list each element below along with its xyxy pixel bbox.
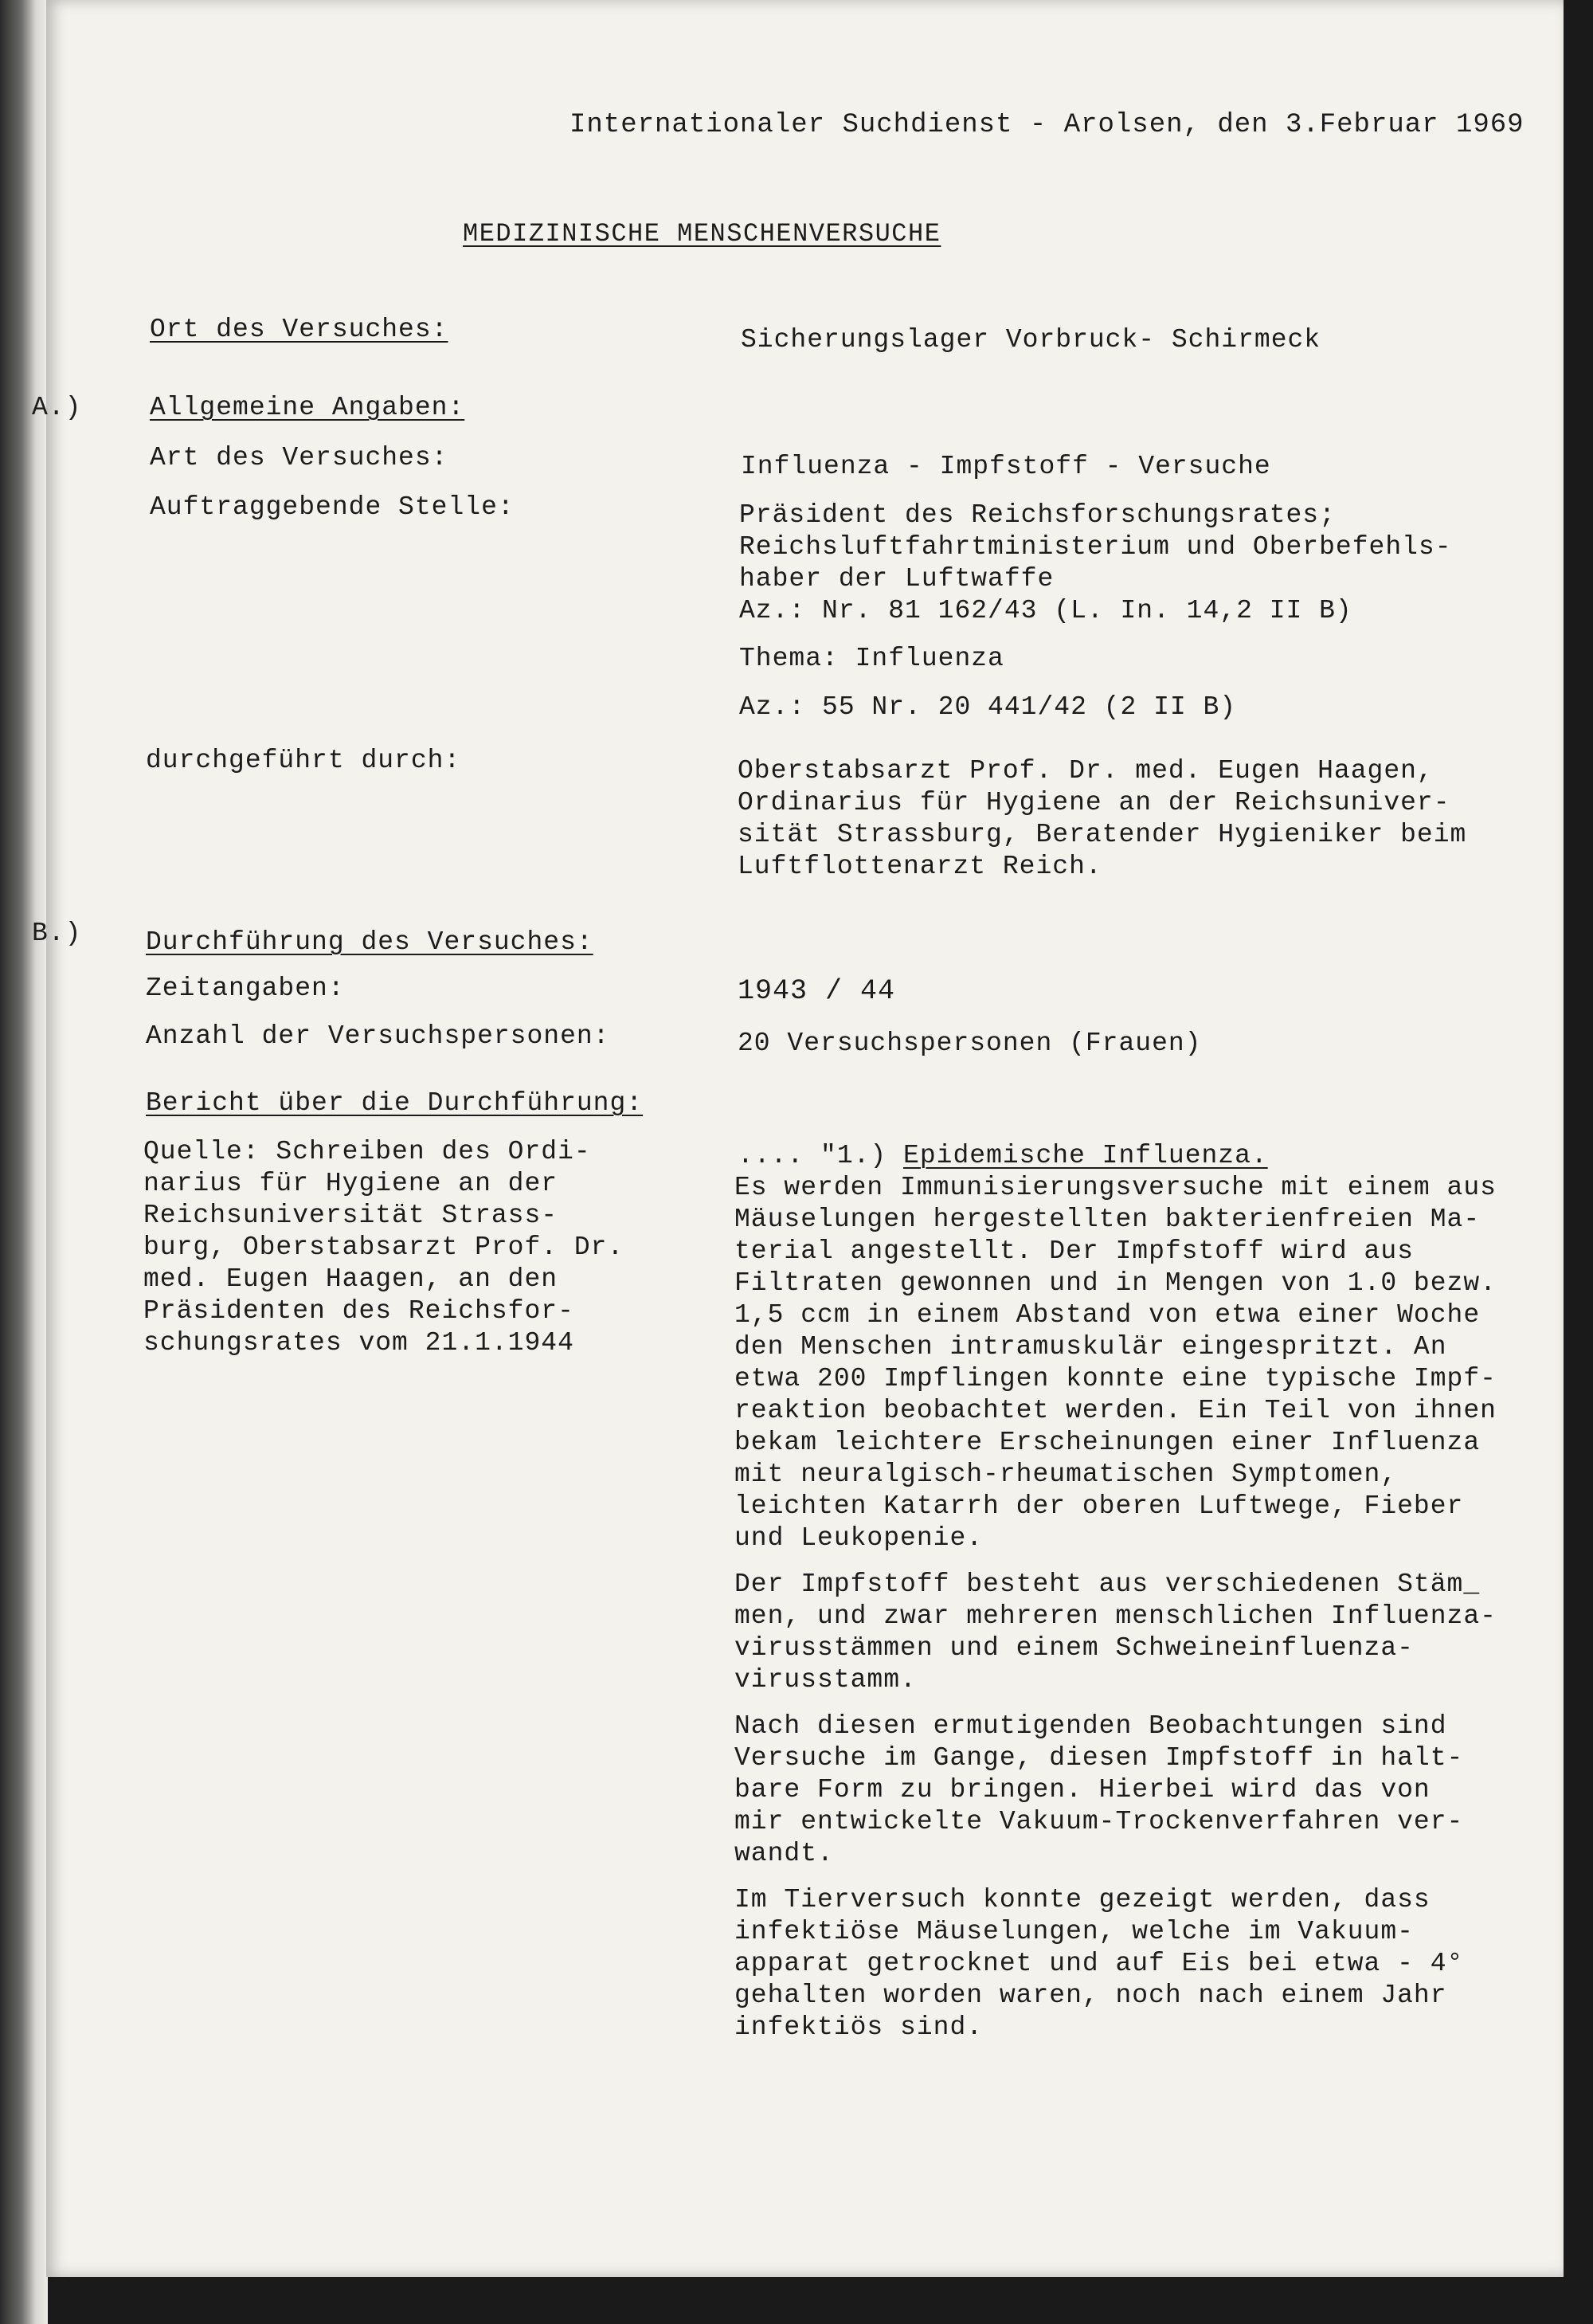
- art-label: Art des Versuches:: [150, 443, 448, 472]
- ort-value: Sicherungslager Vorbruck- Schirmeck: [741, 325, 1321, 355]
- zeit-value: 1943 / 44: [738, 975, 896, 1007]
- document-page: [32, 0, 1564, 2277]
- durch-line: Luftflottenarzt Reich.: [738, 852, 1102, 881]
- report-line: den Menschen intramuskulär eingespritzt. An: [734, 1332, 1447, 1362]
- report-body: [734, 1172, 1497, 2044]
- report-line: Filtraten gewonnen und in Mengen von 1.0 bezw.: [734, 1268, 1497, 1298]
- section-b-heading: Durchführung des Versuches:: [146, 927, 593, 957]
- section-a-heading: Allgemeine Angaben:: [150, 393, 465, 422]
- report-paragraph: [734, 1172, 1497, 1554]
- report-line: Nach diesen ermutigenden Beobachtungen sind: [734, 1711, 1447, 1741]
- report-line: infektiöse Mäuselungen, welche im Vakuum-: [734, 1917, 1414, 1946]
- report-line: 1,5 ccm in einem Abstand von etwa einer Woche: [734, 1300, 1481, 1330]
- durch-line: Ordinarius für Hygiene an der Reichsuniver-: [738, 788, 1450, 817]
- quelle-block: [143, 1136, 624, 1359]
- report-line: reaktion beobachtet werden. Ein Teil von ihnen: [734, 1396, 1497, 1425]
- report-lead-heading: Epidemische Influenza.: [903, 1141, 1268, 1170]
- report-line: Es werden Immunisierungsversuche mit einem aus: [734, 1173, 1497, 1202]
- durch-line: sität Strassburg, Beratender Hygieniker beim: [738, 820, 1467, 849]
- report-line: men, und zwar mehreren menschlichen Influenza-: [734, 1601, 1497, 1631]
- section-a-marker: A.): [32, 393, 82, 422]
- report-line: Der Impfstoff besteht aus verschiedenen Stäm_: [734, 1570, 1481, 1599]
- report-line: Im Tierversuch konnte gezeigt werden, dass: [734, 1885, 1431, 1914]
- quelle-line: Präsidenten des Reichsfor-: [143, 1296, 574, 1326]
- report-line: virusstamm.: [734, 1665, 917, 1695]
- page-title: MEDIZINISCHE MENSCHENVERSUCHE: [463, 219, 941, 249]
- report-line: etwa 200 Impflingen konnte eine typische Impf-: [734, 1364, 1497, 1393]
- report-paragraph: [734, 1569, 1497, 1696]
- report-line: Mäuselungen hergestellten bakterienfreien Ma-: [734, 1205, 1481, 1234]
- report-line: bare Form zu bringen. Hierbei wird das von: [734, 1775, 1431, 1805]
- quelle-line: Quelle: Schreiben des Ordi-: [143, 1137, 591, 1166]
- report-line: gehalten worden waren, noch nach einem Jahr: [734, 1981, 1447, 2010]
- auftrag-line: Az.: Nr. 81 162/43 (L. In. 14,2 II B): [739, 596, 1352, 625]
- report-lead-marker: .... "1.): [738, 1141, 887, 1170]
- durch-line: Oberstabsarzt Prof. Dr. med. Eugen Haagen,: [738, 756, 1434, 786]
- report-line: leichten Katarrh der oberen Luftwege, Fieber: [734, 1491, 1464, 1521]
- quelle-line: burg, Oberstabsarzt Prof. Dr.: [143, 1233, 624, 1262]
- auftrag-value: [739, 500, 1452, 627]
- page-binding-edge: [0, 0, 48, 2324]
- auftrag-label: Auftraggebende Stelle:: [150, 492, 515, 522]
- section-b-marker: B.): [32, 919, 82, 948]
- report-line: apparat getrocknet und auf Eis bei etwa - 4°: [734, 1949, 1464, 1978]
- report-line: mir entwickelte Vakuum-Trockenverfahren ver-: [734, 1807, 1464, 1836]
- report-paragraph: [734, 1711, 1497, 1870]
- report-line: Versuche im Gange, diesen Impfstoff in halt-: [734, 1743, 1464, 1773]
- auftrag-line: Reichsluftfahrtministerium und Oberbefehls-: [739, 532, 1452, 562]
- quelle-line: schungsrates vom 21.1.1944: [143, 1328, 574, 1358]
- report-line: und Leukopenie.: [734, 1523, 984, 1553]
- report-line: virusstämmen und einem Schweineinfluenza-: [734, 1633, 1414, 1663]
- quelle-line: narius für Hygiene an der: [143, 1169, 558, 1198]
- report-line: terial angestellt. Der Impfstoff wird aus: [734, 1236, 1414, 1266]
- zeit-label: Zeitangaben:: [146, 974, 345, 1003]
- quelle-line: med. Eugen Haagen, an den: [143, 1264, 558, 1294]
- report-line: wandt.: [734, 1839, 834, 1868]
- art-value: Influenza - Impfstoff - Versuche: [741, 452, 1271, 481]
- report-line: mit neuralgisch-rheumatischen Symptomen,: [734, 1460, 1398, 1489]
- report-line: bekam leichtere Erscheinungen einer Influenza: [734, 1428, 1481, 1457]
- header-line: Internationaler Suchdienst - Arolsen, den 3.Februar 1969: [569, 110, 1525, 140]
- durch-value: [738, 755, 1466, 883]
- thema-line: Thema: Influenza: [739, 644, 1004, 673]
- report-lead: [738, 1140, 1268, 1172]
- ort-label: Ort des Versuches:: [150, 315, 448, 344]
- durch-label: durchgeführt durch:: [146, 746, 461, 775]
- auftrag-line: haber der Luftwaffe: [739, 564, 1055, 594]
- az2-line: Az.: 55 Nr. 20 441/42 (2 II B): [739, 692, 1237, 722]
- anzahl-label: Anzahl der Versuchspersonen:: [146, 1021, 610, 1051]
- bericht-heading: Bericht über die Durchführung:: [146, 1088, 644, 1118]
- report-paragraph: [734, 1884, 1497, 2044]
- anzahl-value: 20 Versuchspersonen (Frauen): [738, 1029, 1202, 1058]
- report-line: infektiös sind.: [734, 2012, 984, 2042]
- quelle-line: Reichsuniversität Strass-: [143, 1201, 558, 1230]
- auftrag-line: Präsident des Reichsforschungsrates;: [739, 500, 1336, 530]
